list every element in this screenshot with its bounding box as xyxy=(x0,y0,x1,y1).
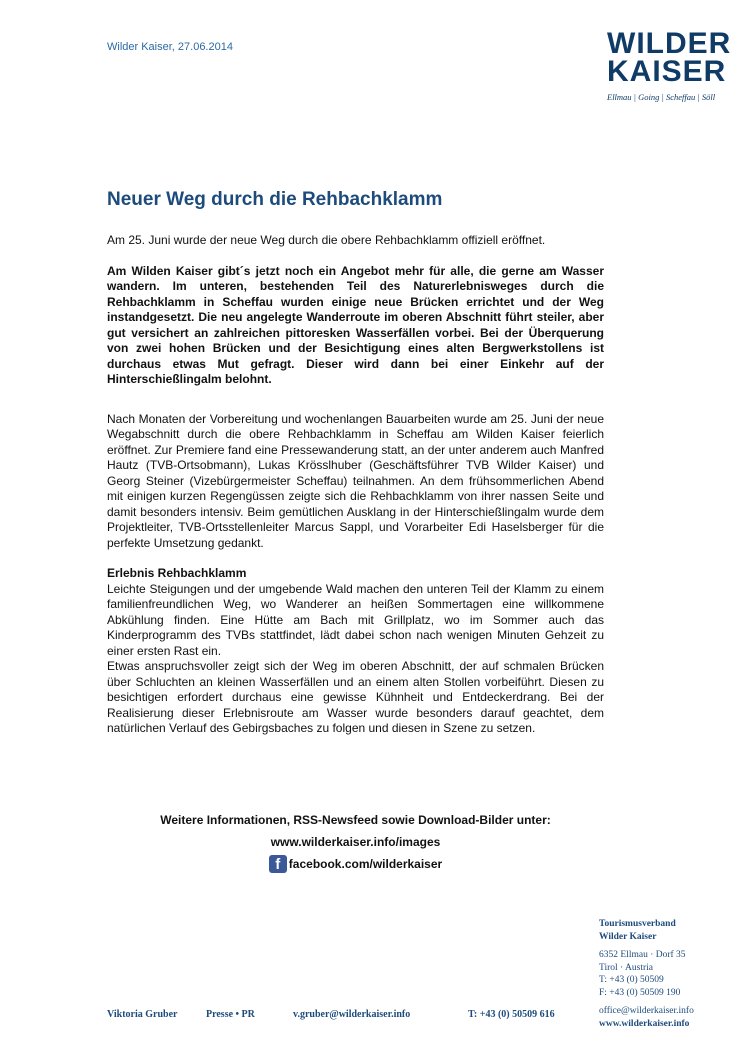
footer-role: Presse • PR xyxy=(206,1009,255,1020)
footer-phone: T: +43 (0) 50509 616 xyxy=(468,1009,555,1020)
section-title: Erlebnis Rehbachklamm xyxy=(107,566,247,580)
footer-email[interactable]: v.gruber@wilderkaiser.info xyxy=(293,1009,411,1020)
dateline: Wilder Kaiser, 27.06.2014 xyxy=(107,41,233,53)
more-info-heading: Weitere Informationen, RSS-Newsfeed sowie Download-Bilder unter: xyxy=(160,813,551,827)
body-paragraph-2: Leichte Steigungen und der umgebende Wald machen den unteren Teil der Klamm zu einem familienfreundlichen Weg, wo Wanderer an heißen Sommertagen eine willkommene Abkühlung finden. Eine Hütte am Bach mit Grillplatz, wo im Sommer auch das Kinderprogramm des TVBs stattfindet, lädt dabei schon nach wenigen Minuten Gehzeit zu einer ersten Rast ein. xyxy=(107,581,604,658)
lead-paragraph: Am Wilden Kaiser gibt´s jetzt noch ein Angebot mehr für alle, die gerne am Wasser wandern. Im unteren, bestehenden Teil des Naturerlebnisweges durch die Rehbachklamm in Scheffau wurden einige neue Brücken errichtet und der Weg instandgesetzt. Die neu angelegte Wanderroute im oberen Abschnitt führt steiler, aber gut versichert an zahlreichen pittoresken Wasserfällen vorbei. Bei der Überquerung von zwei hohen Brücken und der Besichtigung eines alten Bergwerkstollens ist durchaus etwas Mut gefragt. Dieser wird dann bei einer Einkehr auf der Hinterschießlingalm belohnt. xyxy=(107,263,604,386)
body-paragraph-1: Nach Monaten der Vorbereitung und wochenlangen Bauarbeiten wurde am 25. Juni der neue Wegabschnitt durch die obere Rehbachklamm in Scheffau am Wilden Kaiser feierlich eröffnet. Zur Premiere fand eine Pressewanderung statt, an der unter anderem auch Manfred Hautz (TVB-Ortsobmann), Lukas Krösslhuber (Geschäftsführer TVB Wilder Kaiser) und Georg Steiner (Vizebürgermeister Scheffau) teilnahmen. An dem frühsommerlichen Abend mit einigen kurzen Regengüssen zeigte sich die Rehbachklamm von ihrer nassen Seite und damit besonders intensiv. Beim gemütlichen Ausklang in der Hinterschießlingalm wurde dem Projektleiter, TVB-Ortsstellenleiter Marcus Sappl, und Vorarbeiter Edi Haselsberger für die perfekte Umsetzung gedankt. xyxy=(107,411,604,550)
wilder-kaiser-logo xyxy=(607,27,732,102)
article-title: Neuer Weg durch die Rehbachklamm xyxy=(107,189,443,210)
footer-name: Viktoria Gruber xyxy=(107,1009,178,1020)
facebook-icon: f xyxy=(269,855,287,873)
contact-website[interactable]: www.wilderkaiser.info xyxy=(599,1018,690,1029)
address-line-2: Tirol · Austria xyxy=(599,962,654,973)
contact-email[interactable]: office@wilderkaiser.info xyxy=(599,1006,694,1016)
facebook-link[interactable]: facebook.com/wilderkaiser xyxy=(288,857,443,871)
intro-paragraph: Am 25. Juni wurde der neue Weg durch die obere Rehbachklamm offiziell eröffnet. xyxy=(107,233,546,247)
article-body xyxy=(107,233,604,737)
logo-line-1: WILDER xyxy=(607,27,732,60)
logo-subtitle: Ellmau | Going | Scheffau | Söll xyxy=(607,92,716,102)
contact-block xyxy=(599,918,739,1030)
more-info xyxy=(107,809,604,875)
org-name-line-1: Tourismusverband xyxy=(599,919,676,929)
body-paragraph-3: Etwas anspruchsvoller zeigt sich der Weg im oberen Abschnitt, der auf schmalen Brücken über Schluchten an kleinen Wasserfällen und an einem alten Stollen vorbeiführt. Diesen zu besichtigen erfordert durchaus eine gewisse Kühnheit und Entdeckerdrang. Bei der Realisierung dieser Erlebnisroute am Wasser wurde besonders darauf geachtet, dem natürlichen Verlauf des Gebirgsbaches zu folgen und diesen in Szene zu setzen. xyxy=(107,659,604,735)
org-name-line-2: Wilder Kaiser xyxy=(599,931,657,942)
address-line-1: 6352 Ellmau · Dorf 35 xyxy=(599,950,686,960)
fax-number: F: +43 (0) 50509 190 xyxy=(599,987,681,998)
website-link[interactable]: www.wilderkaiser.info/images xyxy=(270,835,441,849)
phone-number: T: +43 (0) 50509 xyxy=(599,975,664,985)
logo-line-2: KAISER xyxy=(607,55,727,88)
facebook-link-group[interactable] xyxy=(269,853,442,875)
